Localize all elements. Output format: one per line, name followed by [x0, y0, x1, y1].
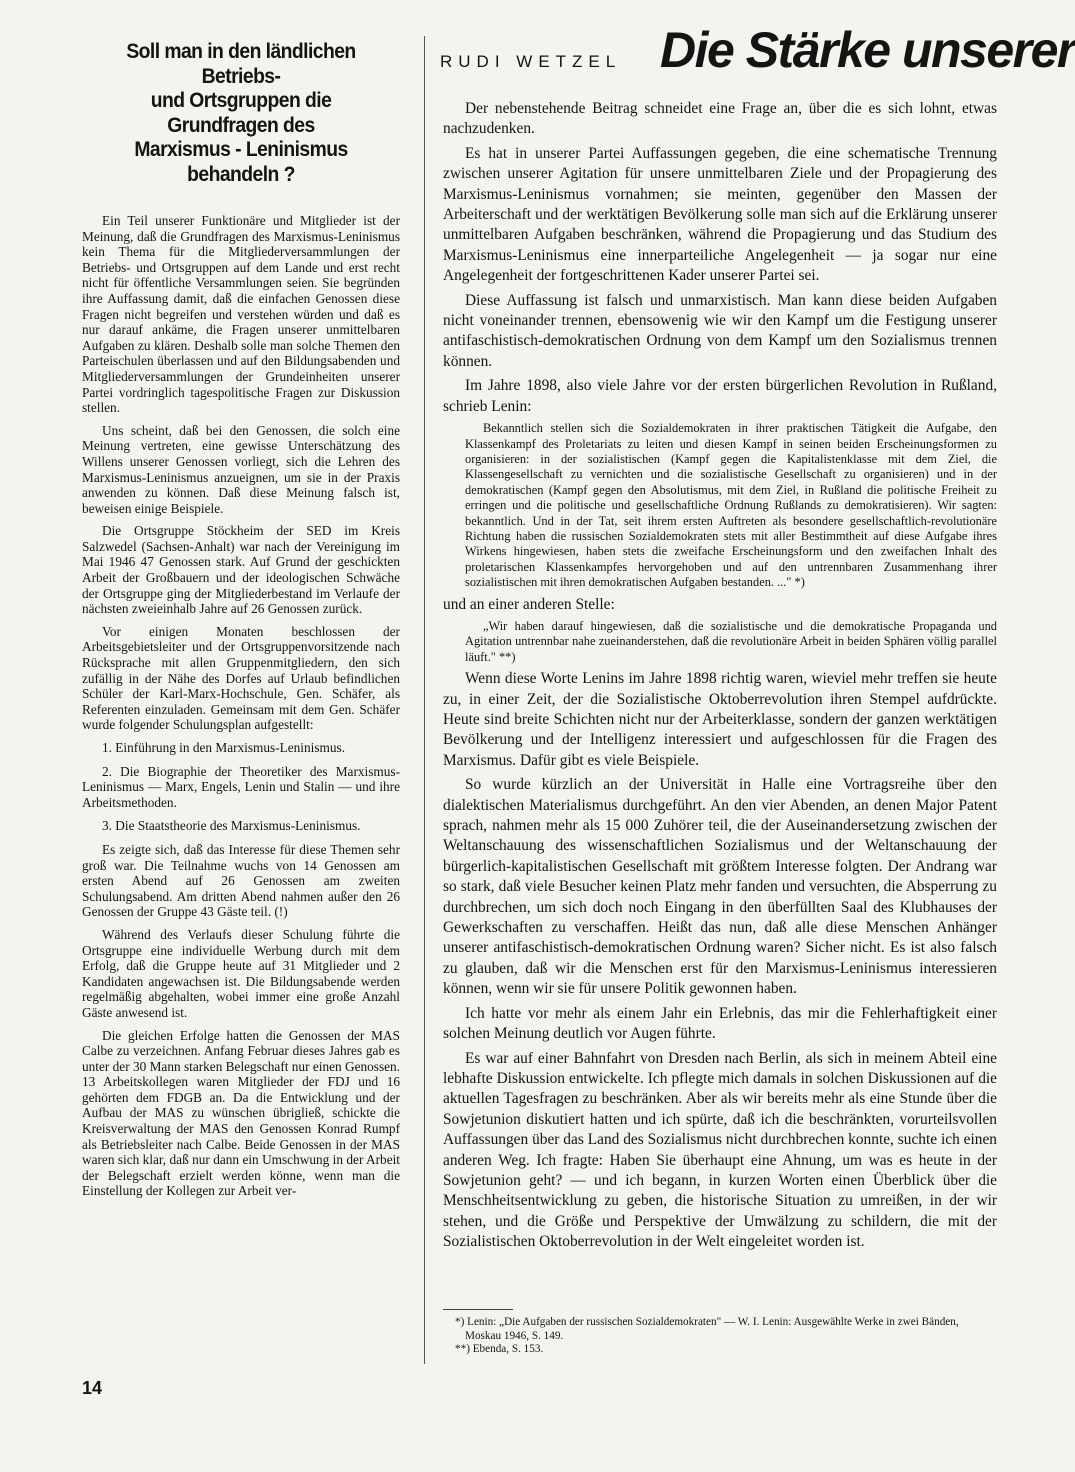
page-number: 14 — [82, 1378, 103, 1398]
schedule-item: 3. Die Staatstheorie des Marxismus-Leninismus. — [102, 818, 361, 834]
right-paragraph: So wurde kürzlich an der Universität in Halle eine Vortragsreihe über den dialektischen Materialismus durchgeführt. An den vier Abenden, an denen Major Patent sprach, nahmen mehr als 15 000 Zuhörer teil, die der Auseinandersetzung zwischen der Weltanschauung des wissenschaftlichen Sozialismus und der Weltanschauung der bürgerlich-kapitalistischen Gesellschaft mit größtem Interesse folgten. Der Andrang war so stark, daß viele Besucher keinen Platz mehr fanden und versuchten, die Absperrung zu durchbrechen, um sich doch noch Eingang in den überfüllten Saal des Klubhauses der Gewerkschaften zu verschaffen. Heißt das nun, daß alle diese Menschen Anhänger unserer antifaschistisch-demokratischen Ordnung waren? Sicher nicht. Es ist also falsch zu glauben, daß wir die Menschen erst für den Marxismus-Leninismus interessieren können, wenn wir sie für unsere Politik gewonnen haben. — [443, 776, 997, 998]
right-article — [443, 99, 997, 1257]
footnote: **) Ebenda, S. 153. — [455, 1343, 544, 1356]
left-article-headline — [95, 40, 388, 187]
right-paragraph: Es war auf einer Bahnfahrt von Dresden nach Berlin, als sich in meinem Abteil eine lebhafte Diskussion entwickelte. Ich pflegte mich damals in solchen Diskussionen auf die aktuellen Tagesfragen zu beschränken. Aber als wir bereits mehr als eine Stunde über die Sowjetunion diskutiert hatten und ich spürte, daß ich die beschränkten, vorurteilsvollen Auffassungen über das Land des Sozialismus nicht durchbrechen konnte, suchte ich einen anderen Weg. Ich fragte: Haben Sie überhaupt eine Ahnung, um was es heute in der Sowjetunion geht? — und ich begann, in kurzen Worten einen Überblick über die Menschheitsentwicklung zu geben, die historische Situation zu umreißen, in der wir stehen, und die Größe und Perspektive der Umwälzung zu schildern, die mit der Sozialistischen Oktoberrevolution in der Welt eingeleitet worden ist. — [443, 1049, 997, 1251]
footnote: *) Lenin: „Die Aufgaben der russischen Sozialdemokraten" — W. I. Lenin: Ausgewählte Werke in zwei Bänden, Moskau 1946, S. 149. — [455, 1316, 959, 1342]
right-paragraph: Im Jahre 1898, also viele Jahre vor der ersten bürgerlichen Revolution in Rußland, schrieb Lenin: — [443, 377, 997, 415]
left-paragraph: Es zeigte sich, daß das Interesse für diese Themen sehr groß war. Die Teilnahme wuchs von 14 Genossen am ersten Abend auf 26 Genossen am zweiten Schulungsabend. Am dritten Abend nahmen außer den 26 Genossen der Gruppe 43 Gäste teil. (!) — [82, 841, 400, 920]
author-byline: RUDI WETZEL — [440, 52, 622, 71]
left-paragraph: Während des Verlaufs dieser Schulung führte die Ortsgruppe eine individuelle Werbung durch mit dem Erfolg, daß die Gruppe heute auf 31 Mitglieder und 2 Kandidaten angewachsen ist. Die Bildungsabende werden regelmäßig abgehalten, wobei immer eine große Anzahl Gäste anwesend ist. — [82, 926, 400, 1020]
right-paragraph: Wenn diese Worte Lenins im Jahre 1898 richtig waren, wieviel mehr treffen sie heute zu, in einer Zeit, der die Sozialistische Oktoberrevolution ihren Stempel aufdrückte. Heute sind breite Schichten nicht nur der Arbeiterklasse, sondern der ganzen werktätigen Bevölkerung und der Intelligenz interessiert und aufgeschlossen für die Fragen des Marxismus. Dafür gibt es viele Beispiele. — [443, 670, 997, 769]
schedule-item: 2. Die Biographie der Theoretiker des Marxismus-Leninismus — Marx, Engels, Lenin und Stalin — und ihre Arbeitsmethoden. — [82, 763, 400, 810]
left-paragraph: Uns scheint, daß bei den Genossen, die solch eine Meinung vertreten, eine gewisse Unterschätzung des Willens unserer Genossen vorliegt, sich die Lehren des Marxismus-Leninismus anzueignen, um sie in der Praxis anwenden zu können. Daß diese Meinung falsch ist, beweisen einige Beispiele. — [82, 422, 400, 516]
quote-connector: und an einer anderen Stelle: — [443, 595, 615, 613]
headline-line: Soll man in den ländlichen Betriebs- — [126, 40, 356, 88]
left-paragraph: Die Ortsgruppe Stöckheim der SED im Kreis Salzwedel (Sachsen-Anhalt) war nach der Vereinigung im Mai 1946 47 Genossen stark. Auf Grund der geschickten Arbeit der Großbauern und der ideologischen Schwäche der Ortsgruppe ging der Mitgliederbestand im Verlaufe der nächsten zweieinhalb Jahre auf 26 Genossen zurück. — [82, 523, 400, 617]
footnote-rule — [443, 1309, 513, 1310]
article-title: Die Stärke unserer — [660, 22, 1075, 78]
left-paragraph: Die gleichen Erfolge hatten die Genossen der MAS Calbe zu verzeichnen. Anfang Februar dieses Jahres gab es unter der 30 Mann starken Belegschaft nur einen Genossen. 13 Arbeitskollegen waren Mitglieder der FDJ und 16 gehörten dem FDGB an. Da die Entwicklung und der Aufbau der MAS zu wünschen übrigließ, schickte die Kreisverwaltung der MAS den Genossen Konrad Rumpf als Betriebsleiter nach Calbe. Beide Genossen in der MAS waren sich klar, daß nur dann ein Umschwung in der Arbeit der Belegschaft erzielt werden könne, wenn man die Einstellung der Kollegen zur Arbeit ver- — [82, 1027, 400, 1199]
schedule-item: 1. Einführung in den Marxismus-Leninismus. — [102, 740, 346, 755]
right-paragraph: Diese Auffassung ist falsch und unmarxistisch. Man kann diese beiden Aufgaben nicht voneinander trennen, ebensowenig wie wir den Kampf um die Festigung unserer antifaschistisch-demokratischen Ordnung von dem Kampf um den Sozialismus trennen können. — [443, 291, 997, 370]
footnotes — [443, 1316, 997, 1357]
lenin-quote: Bekanntlich stellen sich die Sozialdemokraten in ihrer praktischen Tätigkeit die Aufgabe, den Klassenkampf des Proletariats zu leiten und diesen Kampf in seinen beiden Erscheinungsformen zu organisieren: in der sozialistischen (Kampf gegen die Kapitalistenklasse mit dem Ziel, die Klassengesellschaft zu vernichten und die sozialistische Gesellschaft zu organisieren) und in der demokratischen (Kampf gegen den Absolutismus, mit dem Ziel, in Rußland die politische Freiheit zu erringen und die politische und gesellschaftliche Ordnung Rußlands zu demokratisieren). Wir sagten: bekanntlich. Und in der Tat, seit ihrem ersten Auftreten als besondere gesellschaftlich-revolutionäre Richtung haben die russischen Sozialdemokraten stets mit aller Bestimmtheit auf diese Aufgabe ihres Wirkens hingewiesen, haben stets die zweifache Erscheinungsform und den zweifachen Inhalt des proletarischen Klassenkampfes hervorgehoben und auf den untrennbaren Zusammenhang ihrer sozialistischen mit ihren demokratischen Aufgaben bestanden. ..." *) — [465, 421, 997, 590]
right-paragraph: Es hat in unserer Partei Auffassungen gegeben, die eine schematische Trennung zwischen unserer Agitation für unsere unmittelbaren Ziele und der Propagierung des Marxismus-Leninismus vornahmen; sie meinten, gegenüber den Massen der Arbeiterschaft und der werktätigen Bevölkerung solle man sich auf die Erklärung unserer unmittelbaren Aufgaben beschränken, während die Propagierung und das Studium des Marxismus-Leninismus eine innerparteiliche Angelegenheit — ja sogar nur eine Angelegenheit der fortgeschrittenen Kader unserer Partei sei. — [443, 144, 997, 285]
column-divider — [424, 36, 425, 1364]
lenin-quote: „Wir haben darauf hingewiesen, daß die sozialistische und die demokratische Propaganda und Agitation untrennbar nahe zueinanderstehen, daß die revolutionäre Arbeit in beiden Sphären völlig parallel läuft." **) — [465, 618, 997, 664]
left-paragraph: Ein Teil unserer Funktionäre und Mitglieder ist der Meinung, daß die Grundfragen des Marxismus-Leninismus kein Thema für die Mitgliederversammlungen der Betriebs- und Ortsgruppen auf dem Lande und erst recht nicht für öffentliche Versammlungen seien. Sie begründen ihre Auffassung damit, daß die einfachen Genossen diese Fragen nicht begreifen und verstehen würden und daß es nur darauf ankäme, die Fragen unserer unmittelbaren Aufgaben zu klären. Deshalb solle man solche Themen den Parteischulen überlassen und auf den Bildungsabenden und Mitgliederversammlungen der Grundeinheiten unserer Partei vordringlich tagespolitische Fragen zur Diskussion stellen. — [82, 213, 400, 416]
left-article — [82, 40, 400, 1206]
left-paragraph: Vor einigen Monaten beschlossen der Arbeitsgebietsleiter und der Ortsgruppenvorsitzende nach Rücksprache mit allen Gruppenmitgliedern, den sich zufällig in der Nähe des Dorfes auf Urlaub befindlichen Schüler der Karl-Marx-Hochschule, Gen. Schäfer, als Referenten einzuladen. Gemeinsam mit dem Gen. Schäfer wurde folgender Schulungsplan aufgestellt: — [82, 623, 400, 733]
right-paragraph: Ich hatte vor mehr als einem Jahr ein Erlebnis, das mir die Fehlerhaftigkeit einer solchen Meinung deutlich vor Augen führte. — [443, 1004, 997, 1043]
right-paragraph: Der nebenstehende Beitrag schneidet eine Frage an, über die es sich lohnt, etwas nachzudenken. — [443, 100, 997, 138]
headline-line: Marxismus - Leninismus behandeln ? — [134, 138, 348, 186]
headline-line: und Ortsgruppen die Grundfragen des — [150, 89, 332, 137]
